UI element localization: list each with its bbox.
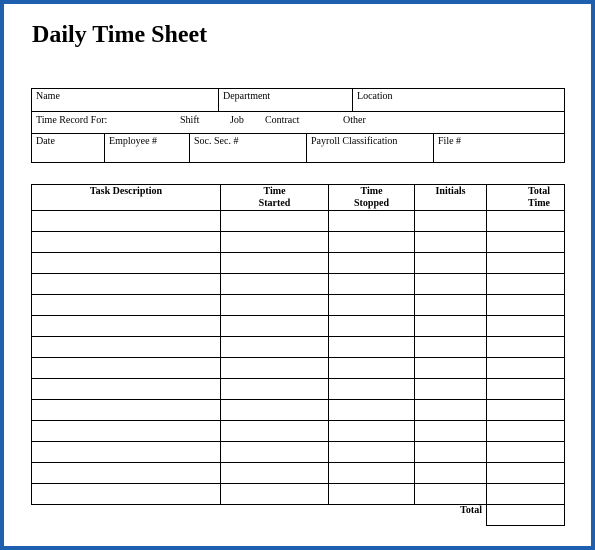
time-stopped-cell[interactable] — [329, 379, 415, 400]
header-total-time: Total Time — [487, 185, 565, 211]
time-started-cell[interactable] — [221, 463, 329, 484]
task-row — [32, 379, 565, 400]
time-record-label: Time Record For: — [36, 115, 108, 126]
time-stopped-cell[interactable] — [329, 484, 415, 505]
initials-cell[interactable] — [415, 442, 487, 463]
task-description-cell[interactable] — [32, 253, 221, 274]
header-task-description: Task Description — [32, 185, 221, 211]
info-row-time-record[interactable] — [32, 112, 564, 134]
time-started-cell[interactable] — [221, 253, 329, 274]
task-table-body — [32, 211, 565, 526]
time-started-cell[interactable] — [221, 484, 329, 505]
total-row — [32, 505, 565, 526]
task-description-cell[interactable] — [32, 421, 221, 442]
time-stopped-cell[interactable] — [329, 232, 415, 253]
time-started-cell[interactable] — [221, 316, 329, 337]
time-stopped-cell[interactable] — [329, 421, 415, 442]
total-time-cell[interactable] — [487, 421, 565, 442]
payroll-classification-field[interactable] — [306, 134, 433, 162]
task-row — [32, 358, 565, 379]
time-stopped-cell[interactable] — [329, 463, 415, 484]
initials-cell[interactable] — [415, 358, 487, 379]
time-stopped-cell[interactable] — [329, 211, 415, 232]
initials-cell[interactable] — [415, 316, 487, 337]
payroll-classification-label: Payroll Classification — [311, 136, 398, 147]
initials-cell[interactable] — [415, 421, 487, 442]
task-row — [32, 253, 565, 274]
department-field[interactable] — [218, 89, 352, 111]
time-stopped-cell[interactable] — [329, 337, 415, 358]
date-label: Date — [36, 136, 55, 147]
task-description-cell[interactable] — [32, 316, 221, 337]
shift-option[interactable]: Shift — [180, 115, 200, 126]
task-row — [32, 337, 565, 358]
task-description-cell[interactable] — [32, 232, 221, 253]
time-stopped-cell[interactable] — [329, 442, 415, 463]
task-description-cell[interactable] — [32, 379, 221, 400]
header-initials: Initials — [415, 185, 487, 211]
page-title: Daily Time Sheet — [32, 22, 208, 48]
task-row — [32, 484, 565, 505]
task-table-header — [32, 185, 565, 211]
contract-option[interactable]: Contract — [265, 115, 300, 126]
time-stopped-cell[interactable] — [329, 400, 415, 421]
employee-number-label: Employee # — [109, 136, 158, 147]
header-time-stopped: Time Stopped — [329, 185, 415, 211]
name-field[interactable] — [32, 89, 218, 111]
total-time-cell[interactable] — [487, 274, 565, 295]
department-label: Department — [223, 91, 271, 102]
total-time-cell[interactable] — [487, 400, 565, 421]
total-time-cell[interactable] — [487, 463, 565, 484]
task-description-cell[interactable] — [32, 211, 221, 232]
time-sheet-page — [4, 4, 591, 546]
initials-cell[interactable] — [415, 274, 487, 295]
task-row — [32, 316, 565, 337]
time-started-cell[interactable] — [221, 442, 329, 463]
total-time-cell[interactable] — [487, 316, 565, 337]
task-row — [32, 442, 565, 463]
task-description-cell[interactable] — [32, 463, 221, 484]
total-row-spacer — [32, 505, 221, 526]
task-description-cell[interactable] — [32, 484, 221, 505]
initials-cell[interactable] — [415, 400, 487, 421]
time-stopped-cell[interactable] — [329, 253, 415, 274]
total-time-cell[interactable] — [487, 379, 565, 400]
initials-cell[interactable] — [415, 295, 487, 316]
time-stopped-cell[interactable] — [329, 316, 415, 337]
employee-info-block — [31, 88, 565, 163]
total-time-cell[interactable] — [487, 358, 565, 379]
location-label: Location — [357, 91, 393, 102]
time-started-cell[interactable] — [221, 358, 329, 379]
task-row — [32, 421, 565, 442]
total-time-cell[interactable] — [487, 337, 565, 358]
task-description-cell[interactable] — [32, 274, 221, 295]
time-started-cell[interactable] — [221, 274, 329, 295]
total-time-cell[interactable] — [487, 295, 565, 316]
time-started-cell[interactable] — [221, 379, 329, 400]
initials-cell[interactable] — [415, 484, 487, 505]
grand-total-cell[interactable] — [487, 505, 565, 526]
time-started-cell[interactable] — [221, 421, 329, 442]
employee-number-field[interactable] — [104, 134, 189, 162]
task-row — [32, 274, 565, 295]
initials-cell[interactable] — [415, 337, 487, 358]
info-row-name — [32, 89, 564, 112]
total-row-spacer — [329, 505, 415, 526]
task-row — [32, 463, 565, 484]
total-time-cell[interactable] — [487, 484, 565, 505]
total-time-cell[interactable] — [487, 442, 565, 463]
file-number-label: File # — [438, 136, 462, 147]
initials-cell[interactable] — [415, 463, 487, 484]
info-row-ids — [32, 134, 564, 162]
soc-sec-label: Soc. Sec. # — [194, 136, 239, 147]
initials-cell[interactable] — [415, 379, 487, 400]
task-description-cell[interactable] — [32, 400, 221, 421]
total-time-cell[interactable] — [487, 211, 565, 232]
soc-sec-field[interactable] — [189, 134, 306, 162]
task-row — [32, 295, 565, 316]
time-started-cell[interactable] — [221, 232, 329, 253]
initials-cell[interactable] — [415, 211, 487, 232]
date-field[interactable] — [32, 134, 104, 162]
location-field[interactable] — [352, 89, 564, 111]
time-started-cell[interactable] — [221, 295, 329, 316]
total-label: Total — [460, 505, 482, 516]
time-stopped-cell[interactable] — [329, 358, 415, 379]
time-started-cell[interactable] — [221, 400, 329, 421]
file-number-field[interactable] — [433, 134, 564, 162]
job-option[interactable]: Job — [230, 115, 244, 126]
task-row — [32, 211, 565, 232]
task-description-cell[interactable] — [32, 358, 221, 379]
task-description-cell[interactable] — [32, 442, 221, 463]
time-started-cell[interactable] — [221, 337, 329, 358]
task-description-cell[interactable] — [32, 337, 221, 358]
task-row — [32, 232, 565, 253]
initials-cell[interactable] — [415, 253, 487, 274]
total-row-spacer — [221, 505, 329, 526]
task-row — [32, 400, 565, 421]
task-table — [31, 184, 565, 526]
name-label: Name — [36, 91, 60, 102]
initials-cell[interactable] — [415, 232, 487, 253]
time-started-cell[interactable] — [221, 211, 329, 232]
task-description-cell[interactable] — [32, 295, 221, 316]
time-stopped-cell[interactable] — [329, 274, 415, 295]
other-option[interactable]: Other — [343, 115, 366, 126]
total-time-cell[interactable] — [487, 232, 565, 253]
header-time-started: Time Started — [221, 185, 329, 211]
time-stopped-cell[interactable] — [329, 295, 415, 316]
total-time-cell[interactable] — [487, 253, 565, 274]
